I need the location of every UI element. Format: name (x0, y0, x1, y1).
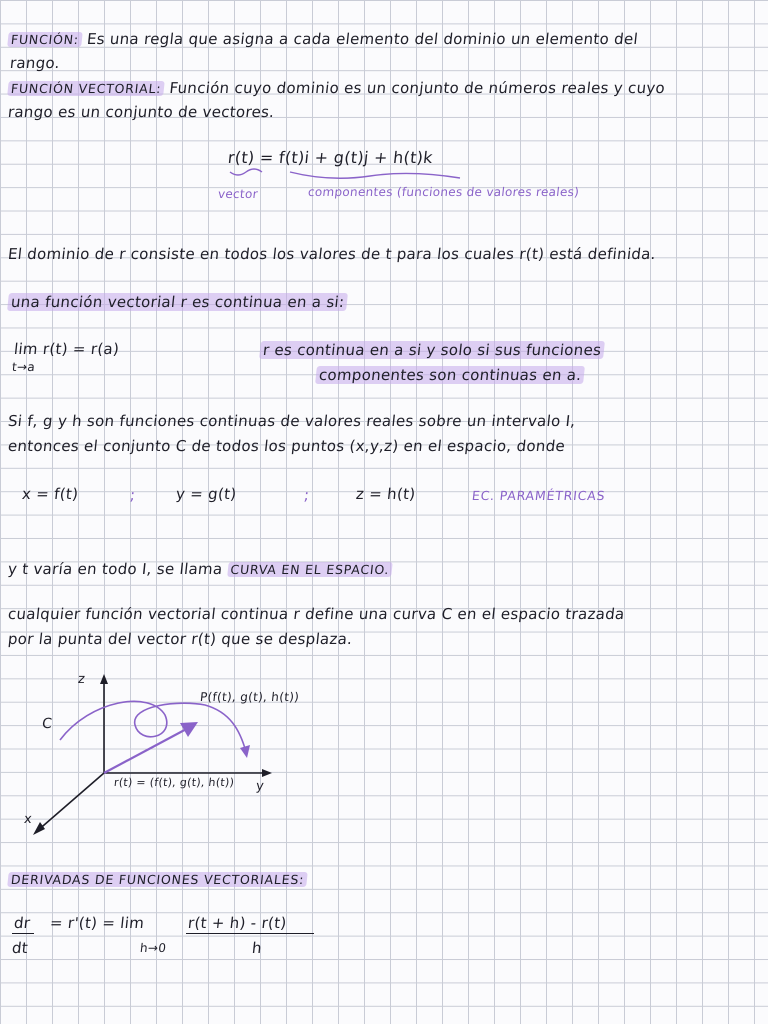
diagram-c-label: C (41, 716, 53, 732)
underline-componentes (290, 172, 460, 178)
dominio-sentence: El dominio de r consiste en todos los valores de t para los cuales r(t) está definida. (7, 245, 657, 263)
deriv-dt: dt (11, 939, 29, 957)
deriv-numerator: r(t + h) - r(t) (187, 914, 288, 932)
deriv-dr: dr (13, 914, 32, 932)
diagram-x-label: x (23, 812, 33, 827)
limit-subscript: t→a (11, 360, 36, 374)
deriv-fraction-line (12, 933, 34, 934)
curve-arrow (240, 745, 250, 758)
derivadas-heading-text: DERIVADAS DE FUNCIONES VECTORIALES: (7, 872, 308, 887)
diagram-point-p: P(f(t), g(t), h(t)) (199, 690, 300, 704)
limit-expression: lim r(t) = r(a) (13, 340, 121, 358)
label-ec-parametricas: EC. PARAMÉTRICAS (471, 488, 607, 503)
definition-funcion-vectorial-cont: rango es un conjunto de vectores. (7, 103, 276, 121)
diagram-r-label: r(t) = (f(t), g(t), h(t)) (113, 776, 235, 789)
label-funcion-vectorial: FUNCIÓN VECTORIAL: (7, 81, 165, 96)
continua-heading-text: una función vectorial r es continua en a si: (7, 293, 348, 311)
deriv-quotient-line (186, 933, 314, 934)
x-axis-arrow (33, 822, 45, 835)
space-curve-c (60, 701, 246, 752)
formula-vector-function: r(t) = f(t)i + g(t)j + h(t)k (227, 148, 434, 167)
si-sentence-2: entonces el conjunto C de todos los puntos (x,y,z) en el espacio, donde (7, 437, 567, 455)
label-funcion: FUNCIÓN: (7, 32, 82, 47)
y-axis-arrow (262, 769, 272, 777)
vector-r (104, 726, 192, 773)
definition-funcion-vectorial-text: Función cuyo dominio es un conjunto de números reales y cuyo (168, 79, 667, 97)
x-axis (36, 773, 104, 832)
deriv-expression: = r'(t) = lim (49, 914, 146, 932)
deriv-denominator: h (251, 939, 263, 957)
diagram-y-label: y (255, 779, 265, 794)
deriv-limit-subscript: h→0 (139, 941, 167, 955)
cualquier-sentence-2: por la punta del vector r(t) que se desplaza. (7, 630, 354, 648)
si-sentence-1: Si f, g y h son funciones continuas de valores reales sobre un intervalo I, (7, 412, 577, 430)
separator-1: ; (129, 486, 137, 504)
z-axis-arrow (100, 674, 108, 684)
cualquier-sentence-1: cualquier función vectorial continua r define una curva C en el espacio trazada (7, 605, 626, 623)
diagram-z-label: z (77, 672, 86, 687)
separator-2: ; (303, 486, 311, 504)
curva-en-el-espacio: CURVA EN EL ESPACIO. (227, 562, 393, 577)
label-componentes: componentes (funciones de valores reales) (307, 185, 580, 199)
definition-funcion-cont: rango. (9, 54, 61, 72)
curva-sentence-text: y t varía en todo I, se llama (7, 560, 224, 578)
continua-note-2-text: componentes son continuas en a. (315, 366, 585, 384)
equation-z: z = h(t) (355, 485, 417, 503)
equation-x: x = f(t) (21, 485, 80, 503)
underline-vector (230, 169, 262, 175)
label-vector: vector (217, 187, 259, 201)
derivadas-heading (7, 870, 308, 888)
vector-r-arrow (180, 722, 198, 737)
equation-y: y = g(t) (175, 485, 238, 503)
definition-funcion-text: Es una regla que asigna a cada elemento del dominio un elemento del (86, 30, 639, 48)
continua-note-1-text: r es continua en a si y solo si sus funciones (259, 341, 605, 359)
